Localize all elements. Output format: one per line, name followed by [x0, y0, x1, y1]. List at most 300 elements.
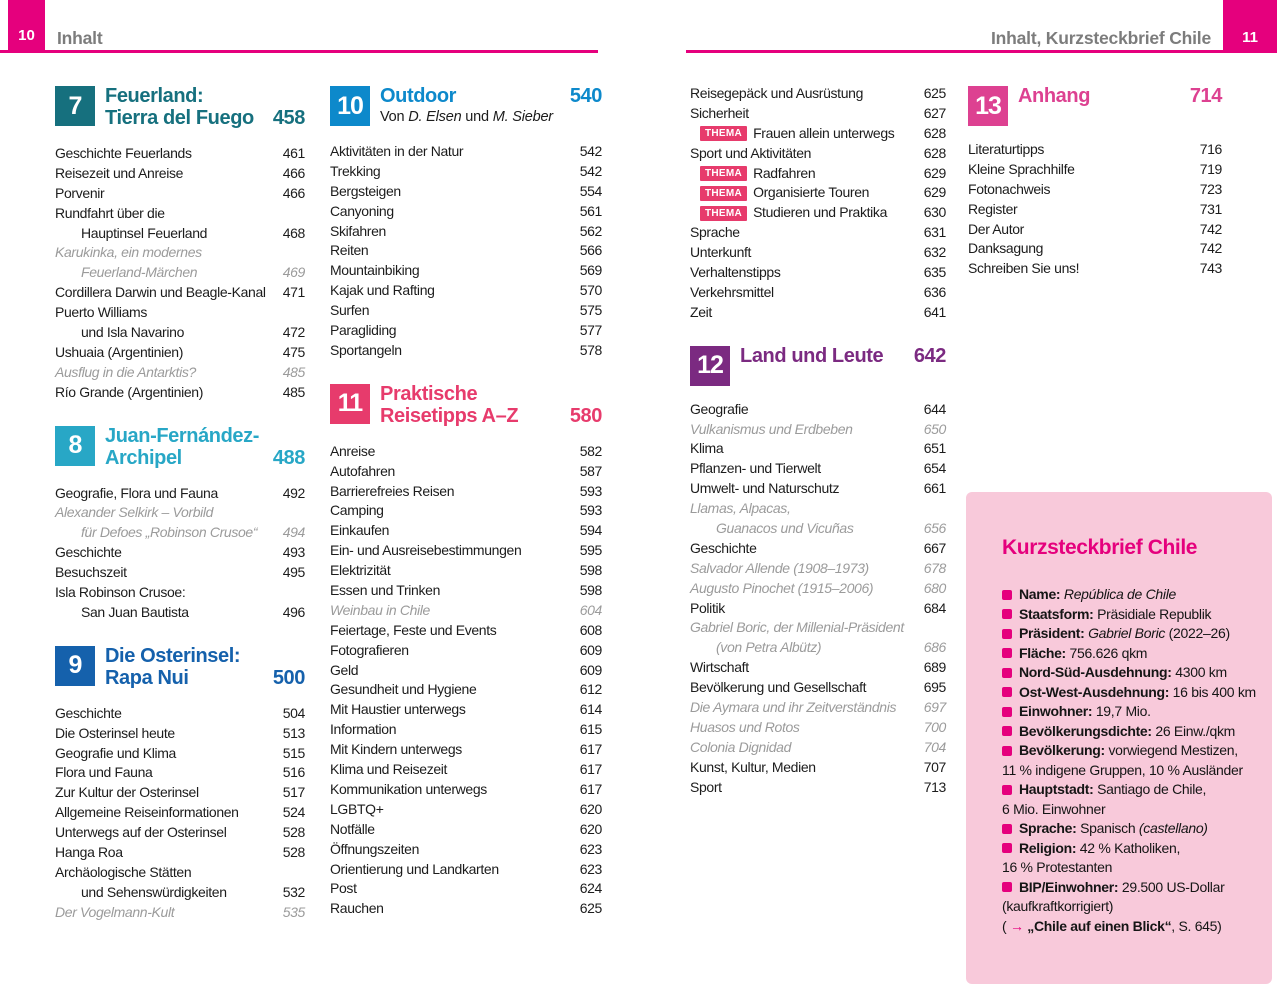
- text-segment: Religion:: [1019, 839, 1080, 856]
- toc-entry-page: 485: [282, 383, 305, 400]
- toc-entry-page: 625: [579, 900, 602, 917]
- chapter-8-number-badge: 8: [55, 426, 95, 466]
- text-segment: D. Elsen: [408, 109, 462, 125]
- toc-entry-label: Post: [330, 880, 357, 897]
- toc-entry-label: Einkaufen: [330, 522, 390, 539]
- toc-entry-page: 569: [579, 262, 602, 279]
- toc-entry-page: 468: [282, 224, 305, 241]
- toc-entry-page: 617: [579, 741, 602, 758]
- toc-entry-page: 628: [923, 144, 946, 161]
- toc-entry-page: 636: [923, 283, 946, 300]
- toc-entry-label: THEMA Frauen allein unterwegs: [690, 125, 918, 143]
- toc-entry-label: Colonia Dignidad: [690, 738, 792, 755]
- toc-column-2: [330, 85, 602, 920]
- toc-entry-page: 513: [282, 724, 305, 741]
- toc-entry-page: 654: [923, 460, 946, 477]
- toc-entry: [330, 681, 602, 701]
- toc-entry-label: Guanacos und Vicuñas: [716, 520, 854, 537]
- factbox-line: [1002, 702, 1260, 722]
- toc-entry: [55, 165, 305, 185]
- text-segment: 11 % indigene Gruppen, 10 % Ausländer: [1002, 761, 1243, 778]
- toc-entry: [55, 884, 305, 904]
- toc-entry-page: 577: [579, 322, 602, 339]
- toc-entry: [330, 900, 602, 920]
- toc-entry-label: Anreise: [330, 442, 376, 459]
- toc-entry-page: 686: [923, 639, 946, 656]
- toc-entry-label: Barrierefreies Reisen: [330, 482, 455, 499]
- page-number-left: 10: [18, 27, 35, 44]
- toc-entry-label: Pflanzen- und Tierwelt: [690, 460, 821, 477]
- toc-entry: [330, 781, 602, 801]
- toc-entry-label: Rauchen: [330, 900, 384, 917]
- toc-entry-page: 609: [579, 641, 602, 658]
- toc-entry: [968, 221, 1222, 241]
- toc-entry: [55, 745, 305, 765]
- toc-column-3: [690, 85, 946, 799]
- toc-entry: [968, 240, 1222, 260]
- toc-entry-label: Politik: [690, 599, 725, 616]
- factbox-line: [1002, 644, 1260, 664]
- toc-entry-page: 617: [579, 761, 602, 778]
- text-segment: BIP/Einwohner:: [1019, 878, 1122, 895]
- toc-entry-label: (von Petra Albütz): [716, 639, 822, 656]
- toc-entry: [330, 522, 602, 542]
- toc-entry-page: 598: [579, 582, 602, 599]
- toc-entry: [55, 324, 305, 344]
- text-segment: Santiago de Chile,: [1097, 781, 1207, 797]
- toc-entry-label: Feiertage, Feste und Events: [330, 621, 497, 638]
- toc-entry: [330, 203, 602, 223]
- chapter-page-number: 540: [569, 85, 602, 107]
- toc-entry: [690, 679, 946, 699]
- toc-entry: [55, 384, 305, 404]
- toc-entry-page: 524: [282, 804, 305, 821]
- chapter-title: Outdoor: [380, 85, 457, 107]
- text-segment: Gabriel Boric: [1088, 625, 1166, 641]
- running-head-left: Inhalt: [57, 28, 103, 48]
- toc-entry: [690, 284, 946, 304]
- toc-entry: [330, 302, 602, 322]
- toc-entry: [690, 500, 946, 520]
- toc-entry: [690, 659, 946, 679]
- toc-entry: [330, 821, 602, 841]
- toc-entry-label: Der Autor: [968, 220, 1024, 237]
- toc-entry: [968, 161, 1222, 181]
- toc-entry: [330, 262, 602, 282]
- bullet-icon: [1002, 707, 1012, 717]
- toc-entry: [55, 145, 305, 165]
- toc-entry: [690, 421, 946, 441]
- toc-column-1: [55, 85, 305, 924]
- toc-entry-page: 578: [579, 341, 602, 358]
- header-rule-right: [686, 50, 1277, 53]
- toc-entry-page: 494: [282, 524, 305, 541]
- chapter-title: Rapa Nui: [105, 666, 189, 689]
- toc-entry-label: Feuerland-Märchen: [81, 264, 198, 281]
- bullet-icon: [1002, 746, 1012, 756]
- toc-entry-label: Hanga Roa: [55, 844, 123, 861]
- toc-entry: [690, 520, 946, 540]
- toc-entry-page: 742: [1199, 240, 1222, 257]
- toc-entry-page: 461: [282, 145, 305, 161]
- bullet-icon: [1002, 726, 1012, 736]
- text-segment: 29.500 US-Dollar: [1121, 878, 1225, 895]
- toc-entry-page: 731: [1199, 200, 1222, 217]
- toc-entry-label: Schreiben Sie uns!: [968, 260, 1080, 277]
- toc-entry: [55, 504, 305, 524]
- bullet-icon: [1002, 843, 1012, 853]
- toc-entry: [690, 85, 946, 105]
- thema-badge: THEMA: [700, 206, 747, 221]
- toc-entry-page: 713: [923, 778, 946, 795]
- toc-entry-label: Reisezeit und Anreise: [55, 164, 184, 181]
- chapter-page-number: 580: [569, 404, 602, 427]
- toc-entry-label: Danksagung: [968, 240, 1044, 257]
- toc-entry: [690, 540, 946, 560]
- toc-entry-page: 707: [923, 758, 946, 775]
- toc-entry: [330, 282, 602, 302]
- toc-entry-label: Gabriel Boric, der Millenial-Präsident: [690, 619, 904, 636]
- toc-entry-page: 528: [282, 824, 305, 841]
- text-segment: und: [461, 109, 493, 125]
- text-segment: 16 bis 400 km: [1172, 683, 1256, 700]
- toc-entry-label: und Sehenswürdigkeiten: [81, 883, 227, 900]
- chapter-title: Die Osterinsel:: [105, 644, 241, 667]
- text-segment: Sprache:: [1019, 820, 1081, 836]
- factbox-line: [1002, 624, 1260, 644]
- toc-entry-page: 496: [282, 603, 305, 620]
- toc-entry-label: Canyoning: [330, 202, 394, 219]
- toc-entry: [330, 502, 602, 522]
- toc-entry-page: 617: [579, 780, 602, 797]
- bullet-icon: [1002, 882, 1012, 892]
- toc-entry-page: 716: [1199, 141, 1222, 157]
- chapter-title-line: [380, 85, 602, 107]
- bullet-icon: [1002, 629, 1012, 639]
- toc-entry-label: und Isla Navarino: [81, 324, 185, 341]
- toc-entry-label: Weinbau in Chile: [330, 601, 430, 618]
- toc-entry-label: Augusto Pinochet (1915–2006): [690, 579, 874, 596]
- toc-entry-label: Río Grande (Argentinien): [55, 383, 204, 400]
- toc-entry-label: Orientierung und Landkarten: [330, 860, 499, 877]
- toc-entry-page: 719: [1199, 160, 1222, 177]
- chapter-title-line: [105, 85, 305, 107]
- toc-entry-label: Umwelt- und Naturschutz: [690, 480, 840, 497]
- toc-entry: [55, 844, 305, 864]
- text-segment: Spanisch: [1080, 820, 1139, 836]
- toc-entry-label: Klima: [690, 440, 724, 457]
- text-segment: , S. 645): [1171, 917, 1222, 934]
- header-rule-left: [0, 50, 598, 53]
- toc-entry-label: Geografie, Flora und Fauna: [55, 484, 218, 501]
- toc-entry: [968, 201, 1222, 221]
- arrow-icon: →: [1006, 917, 1028, 934]
- factbox-line: [1002, 819, 1260, 839]
- factbox: [966, 492, 1272, 984]
- toc-entry: [55, 824, 305, 844]
- toc-entry: [968, 260, 1222, 280]
- factbox-line: [1002, 722, 1260, 742]
- toc-entry: [330, 163, 602, 183]
- toc-entry: [330, 662, 602, 682]
- toc-entry-label: Register: [968, 200, 1018, 217]
- chapter-title: Feuerland:: [105, 85, 204, 107]
- toc-entry-label: Llamas, Alpacas,: [690, 500, 791, 517]
- toc-entry: [55, 725, 305, 745]
- toc-entry: [55, 804, 305, 824]
- chapter-title: Tierra del Fuego: [105, 107, 254, 129]
- toc-entry-page: 625: [923, 85, 946, 101]
- toc-entry: [330, 443, 602, 463]
- toc-entry-page: 515: [282, 744, 305, 761]
- toc-entry-page: 542: [579, 143, 602, 159]
- text-segment: 6 Mio. Einwohner: [1002, 800, 1106, 817]
- toc-entry-label: Autofahren: [330, 462, 395, 479]
- toc-entry: [55, 524, 305, 544]
- text-segment: 756.626 qkm: [1069, 644, 1148, 661]
- toc-entry: [690, 105, 946, 125]
- toc-entry-page: 466: [282, 184, 305, 201]
- toc-entry-label: Isla Robinson Crusoe:: [55, 584, 186, 601]
- toc-entry: [330, 143, 602, 163]
- toc-entry-label: Sprache: [690, 224, 740, 241]
- toc-entry-label: Kleine Sprachhilfe: [968, 160, 1075, 177]
- toc-entry-page: 680: [923, 579, 946, 596]
- toc-entry: [690, 264, 946, 284]
- text-segment: vorwiegend Mestizen,: [1108, 742, 1238, 758]
- toc-entry-label: Salvador Allende (1908–1973): [690, 559, 869, 576]
- toc-entry: [690, 580, 946, 600]
- page-number-badge-right: [1223, 0, 1277, 52]
- toc-entry: [330, 322, 602, 342]
- toc-entry: [55, 264, 305, 284]
- toc-entry-label: Trekking: [330, 162, 381, 179]
- text-segment: (2022–26): [1165, 625, 1230, 641]
- factbox-title: Kurzsteckbrief Chile: [1002, 536, 1198, 559]
- bullet-icon: [1002, 668, 1012, 678]
- toc-entry-page: 628: [923, 124, 946, 141]
- chapter-title-line: [105, 447, 305, 469]
- chapter-title-line: [105, 667, 305, 689]
- toc-entry: [690, 600, 946, 620]
- toc-entry-page: 723: [1199, 180, 1222, 197]
- toc-entry-label: Fotografieren: [330, 641, 409, 658]
- toc-entry: [55, 604, 305, 624]
- toc-entry-label: Die Osterinsel heute: [55, 724, 175, 741]
- toc-entry-label: Vulkanismus und Erdbeben: [690, 420, 853, 437]
- text-segment: 16 % Protestanten: [1002, 859, 1113, 875]
- toc-entry-page: 627: [923, 104, 946, 121]
- chapter-11-heading: [330, 383, 602, 427]
- toc-entry: [55, 225, 305, 245]
- factbox-line: [1002, 839, 1260, 859]
- factbox-line: [1002, 741, 1260, 761]
- toc-entry-page: 517: [282, 784, 305, 801]
- toc-entry: [690, 619, 946, 639]
- toc-entry-page: 587: [579, 462, 602, 479]
- toc-entry: [690, 560, 946, 580]
- text-segment: (: [1002, 917, 1007, 934]
- toc-entry-label: Sport: [690, 778, 722, 795]
- chapter-12-number-badge: 12: [690, 346, 730, 386]
- toc-entry: [690, 224, 946, 244]
- toc-entry-label: Die Aymara und ihr Zeitverständnis: [690, 699, 897, 716]
- toc-entry-page: 629: [923, 164, 946, 181]
- factbox-line: [1002, 917, 1260, 937]
- chapter-7-number-badge: 7: [55, 86, 95, 126]
- chapter-title: Juan-Fernández-: [105, 424, 260, 447]
- text-segment: Einwohner:: [1019, 703, 1096, 719]
- factbox-line: [1002, 780, 1260, 800]
- toc-entry: [330, 741, 602, 761]
- chapter-7-heading: [55, 85, 305, 129]
- chapter-title: Archipel: [105, 446, 182, 469]
- text-segment: 42 % Katholiken,: [1079, 839, 1181, 856]
- toc-entry: [330, 342, 602, 362]
- chapter-title-line: [105, 425, 305, 447]
- toc-entry: [690, 184, 946, 204]
- chapter-title: Praktische: [380, 382, 478, 405]
- bullet-icon: [1002, 648, 1012, 658]
- factbox-line: [1002, 858, 1260, 878]
- toc-entry-label: für Defoes „Robinson Crusoe“: [81, 524, 258, 541]
- toc-entry-page: 656: [923, 520, 946, 537]
- text-segment: Bevölkerung:: [1019, 742, 1109, 758]
- toc-entry: [690, 639, 946, 659]
- chapter-8-heading: [55, 425, 305, 469]
- toc-entry-label: Karukinka, ein modernes: [55, 244, 202, 261]
- toc-entry-page: 624: [579, 880, 602, 897]
- toc-entry-page: 562: [579, 222, 602, 239]
- text-segment: M. Sieber: [492, 109, 553, 125]
- toc-entry-page: 475: [282, 343, 305, 360]
- toc-entry: [55, 544, 305, 564]
- toc-entry-label: Camping: [330, 502, 384, 519]
- toc-entry: [330, 242, 602, 262]
- toc-entry-label: Cordillera Darwin und Beagle-Kanal: [55, 284, 266, 301]
- toc-entry: [330, 642, 602, 662]
- toc-entry-page: 651: [923, 440, 946, 457]
- toc-entry-label: Aktivitäten in der Natur: [330, 143, 464, 159]
- toc-entry: [330, 721, 602, 741]
- toc-entry-label: Fotonachweis: [968, 180, 1051, 197]
- toc-entry-label: Geografie: [690, 400, 749, 417]
- toc-entry: [690, 125, 946, 145]
- toc-entry-page: 471: [282, 284, 305, 301]
- toc-entry-page: 678: [923, 559, 946, 576]
- toc-entry-label: Bevölkerung und Gesellschaft: [690, 679, 867, 696]
- toc-entry-label: Elektrizität: [330, 562, 391, 579]
- toc-entry: [690, 401, 946, 421]
- toc-entry: [690, 244, 946, 264]
- toc-entry: [55, 784, 305, 804]
- toc-entry-label: Mit Kindern unterwegs: [330, 741, 462, 758]
- toc-entry: [330, 880, 602, 900]
- toc-entry-label: Sicherheit: [690, 104, 749, 121]
- toc-entry-page: 469: [282, 264, 305, 281]
- toc-entry-label: Kajak und Rafting: [330, 282, 435, 299]
- toc-entry-label: Geschichte: [55, 544, 122, 561]
- toc-entry: [330, 701, 602, 721]
- chapter-title-line: [105, 107, 305, 129]
- chapter-subtitle: [380, 107, 602, 127]
- bullet-icon: [1002, 590, 1012, 600]
- chapter-page-number: 642: [913, 344, 946, 367]
- toc-entry-label: Unterwegs auf der Osterinsel: [55, 824, 227, 841]
- toc-entry-label: Kunst, Kultur, Medien: [690, 758, 816, 775]
- toc-entry-page: 575: [579, 302, 602, 319]
- factbox-line: [1002, 800, 1260, 820]
- text-segment: Präsidiale Republik: [1097, 605, 1212, 622]
- toc-entry: [690, 204, 946, 224]
- toc-entry: [55, 244, 305, 264]
- toc-entry-page: 641: [923, 303, 946, 320]
- toc-entry-label: Rundfahrt über die: [55, 204, 165, 221]
- text-segment: Hauptstadt:: [1019, 781, 1098, 797]
- toc-entry-label: THEMA Organisierte Touren: [690, 184, 918, 202]
- toc-entry-page: 492: [282, 484, 305, 501]
- chapter-title-line: [105, 645, 305, 667]
- toc-entry-label: Besuchszeit: [55, 564, 127, 581]
- toc-entry: [690, 739, 946, 759]
- toc-entry: [55, 564, 305, 584]
- toc-entry: [690, 145, 946, 165]
- toc-entry: [690, 304, 946, 324]
- toc-entry: [55, 304, 305, 324]
- toc-entry-label: Allgemeine Reiseinformationen: [55, 804, 239, 821]
- toc-entry: [55, 864, 305, 884]
- toc-entry-page: 570: [579, 282, 602, 299]
- toc-entry-label: Zur Kultur der Osterinsel: [55, 784, 199, 801]
- bullet-icon: [1002, 687, 1012, 697]
- factbox-lines: [1002, 585, 1260, 936]
- text-segment: Ost-West-Ausdehnung:: [1019, 683, 1173, 700]
- toc-entry: [330, 622, 602, 642]
- toc-entry-page: 554: [579, 182, 602, 199]
- chapter-10-heading: [330, 85, 602, 127]
- toc-entry-page: 689: [923, 659, 946, 676]
- chapter-13-heading: [968, 85, 1222, 125]
- toc-entry-page: 623: [579, 840, 602, 857]
- toc-entry-label: Mit Haustier unterwegs: [330, 701, 466, 718]
- toc-entry-page: 542: [579, 162, 602, 179]
- text-segment: 19,7 Mio.: [1095, 703, 1151, 719]
- toc-entry: [55, 584, 305, 604]
- toc-entry-label: Gesundheit und Hygiene: [330, 681, 477, 698]
- toc-entry-page: 644: [923, 400, 946, 417]
- toc-entry-page: 650: [923, 420, 946, 437]
- toc-entry-page: 608: [579, 621, 602, 638]
- toc-entry-label: Archäologische Stätten: [55, 863, 192, 880]
- toc-entry-page: 466: [282, 164, 305, 181]
- toc-entry: [690, 165, 946, 185]
- toc-entry: [55, 764, 305, 784]
- toc-entry: [55, 185, 305, 205]
- toc-entry-label: Sport und Aktivitäten: [690, 144, 812, 161]
- toc-entry-page: 697: [923, 699, 946, 716]
- chapter-12-heading: [690, 345, 946, 385]
- toc-entry-page: 630: [923, 204, 946, 221]
- toc-entry-label: Alexander Selkirk – Vorbild: [55, 504, 214, 521]
- text-segment: Staatsform:: [1019, 605, 1098, 622]
- toc-entry-page: 604: [579, 601, 602, 618]
- toc-entry-label: Verhaltenstipps: [690, 264, 781, 281]
- text-segment: Präsident:: [1019, 625, 1089, 641]
- chapter-title-line: [380, 383, 602, 405]
- chapter-9-number-badge: 9: [55, 646, 95, 686]
- text-segment: 26 Einw./qkm: [1155, 722, 1236, 739]
- running-head-right: Inhalt, Kurzsteckbrief Chile: [990, 28, 1211, 48]
